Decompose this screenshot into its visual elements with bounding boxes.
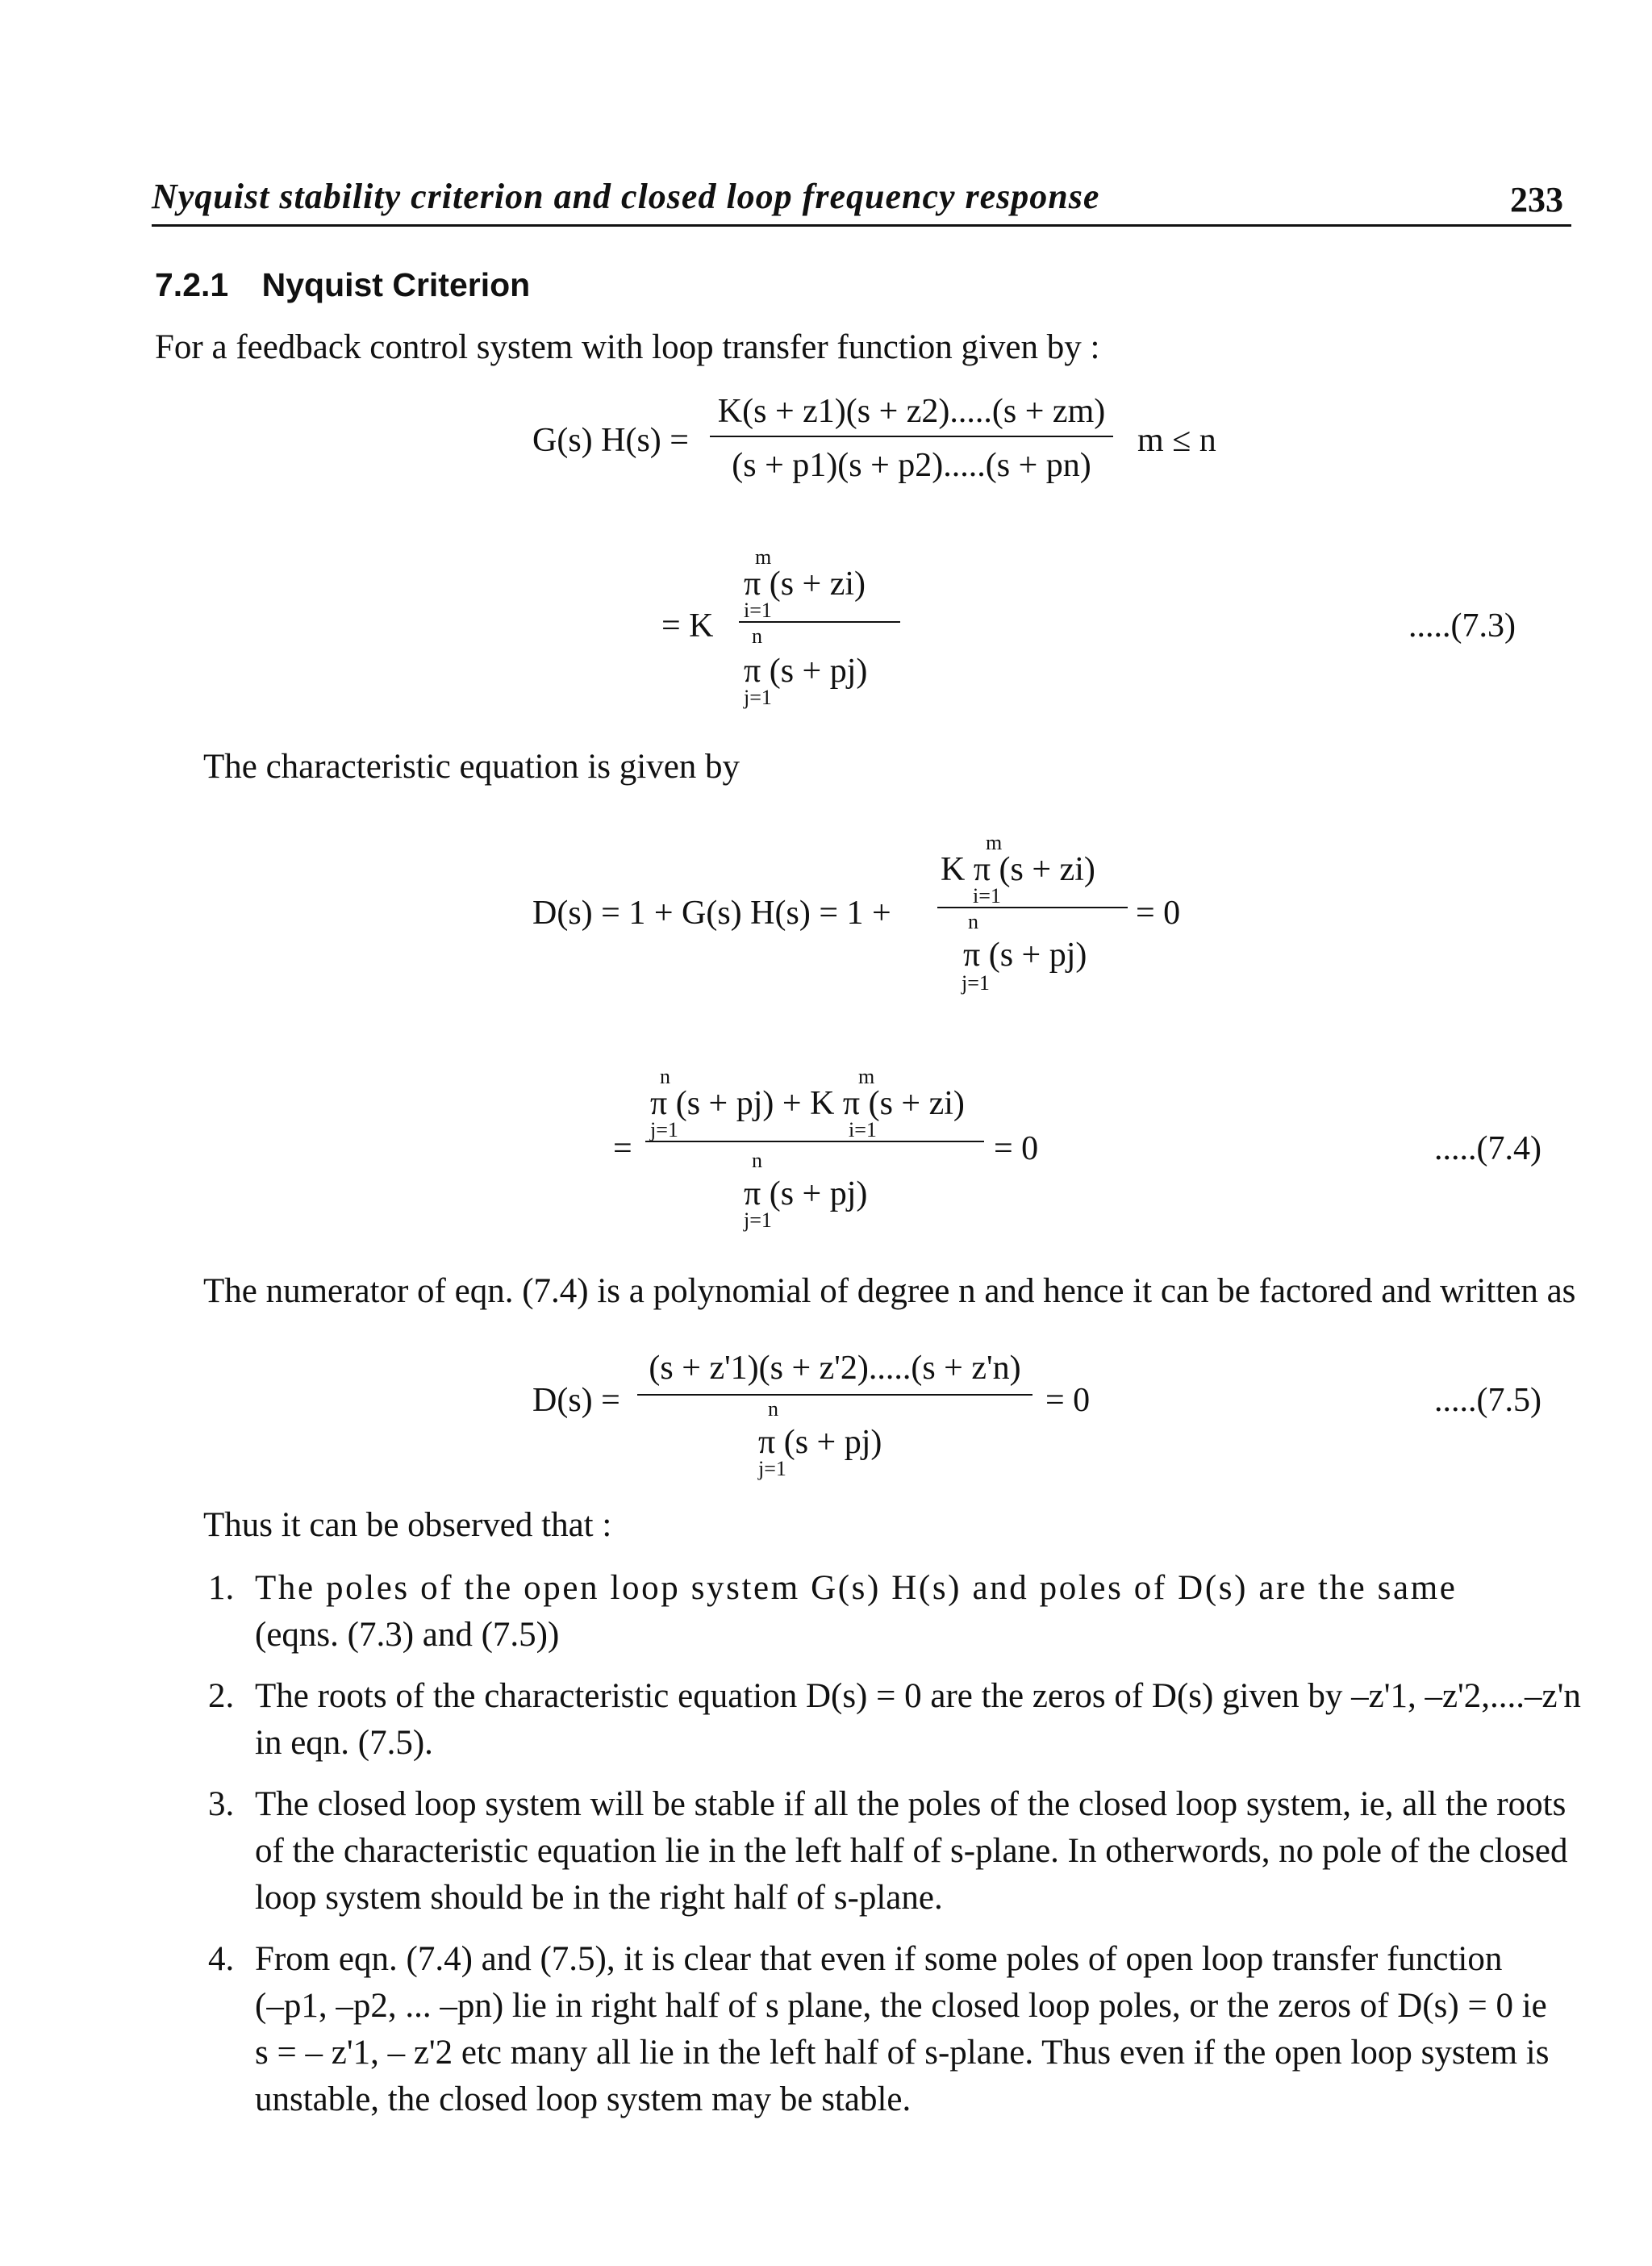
list-item-number: 1. — [208, 1569, 235, 1607]
list-item-line: The poles of the open loop system G(s) H(s) and poles of D(s) are the same — [255, 1569, 1458, 1607]
list-item-line: in eqn. (7.5). — [255, 1724, 433, 1762]
eqD-den-upper-limit: n — [968, 910, 978, 933]
eq75-rhs: = 0 — [1045, 1382, 1091, 1419]
intro-paragraph: For a feedback control system with loop transfer function given by : — [155, 328, 1100, 366]
eq74-den-lower-limit: j=1 — [744, 1208, 772, 1232]
eqD-numerator: K π (s + zi) — [941, 851, 1095, 888]
eq74-lhs: = — [613, 1130, 632, 1167]
list-item-number: 3. — [208, 1785, 235, 1823]
eq73-number: .....(7.3) — [1408, 607, 1516, 645]
list-item-line: (eqns. (7.3) and (7.5)) — [255, 1616, 560, 1654]
section-heading — [155, 266, 530, 304]
eq73-den-upper-limit: n — [752, 624, 762, 648]
eq73-num-lower-limit: i=1 — [744, 599, 772, 622]
eq73-denominator: π (s + pj) — [744, 653, 868, 690]
list-item-line: unstable, the closed loop system may be stable. — [255, 2080, 912, 2118]
characteristic-intro: The characteristic equation is given by — [203, 748, 740, 786]
numerator-paragraph: The numerator of eqn. (7.4) is a polynomial of degree n and hence it can be factored and written as — [203, 1272, 1576, 1310]
section-title: Nyquist Criterion — [261, 266, 531, 303]
eq74-num-upper-limit-2: m — [858, 1065, 875, 1088]
list-item-number: 4. — [208, 1940, 235, 1978]
eq74-num-lower-limit-2: i=1 — [849, 1118, 877, 1141]
eqD-lhs: D(s) = 1 + G(s) H(s) = 1 + — [532, 895, 891, 932]
list-item-number: 2. — [208, 1677, 235, 1715]
eq74-num-upper-limit-1: n — [660, 1065, 670, 1088]
eqD-fraction-line — [937, 907, 1128, 908]
list-item-line: The closed loop system will be stable if all the poles of the closed loop system, ie, all the roots — [255, 1785, 1566, 1823]
eq1-denominator: (s + p1)(s + p2).....(s + pn) — [732, 447, 1091, 484]
eqD-denominator: π (s + pj) — [963, 937, 1087, 974]
eq73-den-lower-limit: j=1 — [744, 686, 772, 709]
list-item-line: The roots of the characteristic equation D(s) = 0 are the zeros of D(s) given by –z'1, –z'2,....–z'n — [255, 1677, 1581, 1715]
list-item-line: of the characteristic equation lie in the left half of s-plane. In otherwords, no pole of the closed — [255, 1832, 1568, 1870]
eq75-numerator: (s + z'1)(s + z'2).....(s + z'n) — [649, 1350, 1021, 1387]
section-number: 7.2.1 — [155, 266, 229, 303]
eq1-condition: m ≤ n — [1137, 422, 1216, 459]
observation-intro: Thus it can be observed that : — [203, 1506, 612, 1544]
eq1-lhs: G(s) H(s) = — [532, 422, 689, 459]
list-item-line: loop system should be in the right half of s-plane. — [255, 1879, 943, 1917]
eqD-rhs: = 0 — [1136, 895, 1181, 932]
eq75-lhs: D(s) = — [532, 1382, 620, 1419]
eq75-den-lower-limit: j=1 — [758, 1457, 786, 1480]
eq74-den-upper-limit: n — [752, 1149, 762, 1172]
eq74-number: .....(7.4) — [1434, 1130, 1541, 1167]
eqD-num-upper-limit: m — [986, 831, 1003, 854]
eq73-lhs: = K — [661, 607, 714, 645]
eq75-denominator: π (s + pj) — [758, 1424, 882, 1461]
eq75-fraction-line — [637, 1394, 1032, 1396]
list-item-line: From eqn. (7.4) and (7.5), it is clear that even if some poles of open loop transfer function — [255, 1940, 1503, 1978]
eq74-numerator: π (s + pj) + K π (s + zi) — [650, 1085, 965, 1122]
eq75-den-upper-limit: n — [768, 1397, 778, 1421]
eqD-num-lower-limit: i=1 — [973, 884, 1001, 908]
eq74-denominator: π (s + pj) — [744, 1175, 868, 1212]
eq73-num-upper-limit: m — [755, 545, 772, 569]
eq1-fraction-line — [710, 436, 1113, 437]
list-item-line: (–p1, –p2, ... –pn) lie in right half of s plane, the closed loop poles, or the zeros of D(s) = 0 ie — [255, 1987, 1547, 2025]
running-header-title: Nyquist stability criterion and closed loop frequency response — [152, 177, 1100, 216]
eqD-den-lower-limit: j=1 — [962, 971, 990, 995]
header-rule — [152, 224, 1571, 227]
eq73-fraction-line — [739, 621, 900, 623]
page-number: 233 — [1510, 180, 1563, 219]
list-item-line: s = – z'1, – z'2 etc many all lie in the left half of s-plane. Thus even if the open loop system is — [255, 2034, 1550, 2072]
eq75-number: .....(7.5) — [1434, 1382, 1541, 1419]
eq74-num-lower-limit-1: j=1 — [650, 1118, 678, 1141]
eq74-rhs: = 0 — [994, 1130, 1039, 1167]
eq74-fraction-line — [645, 1141, 984, 1142]
eq1-numerator: K(s + z1)(s + z2).....(s + zm) — [717, 393, 1106, 430]
eq73-numerator: π (s + zi) — [744, 565, 866, 603]
